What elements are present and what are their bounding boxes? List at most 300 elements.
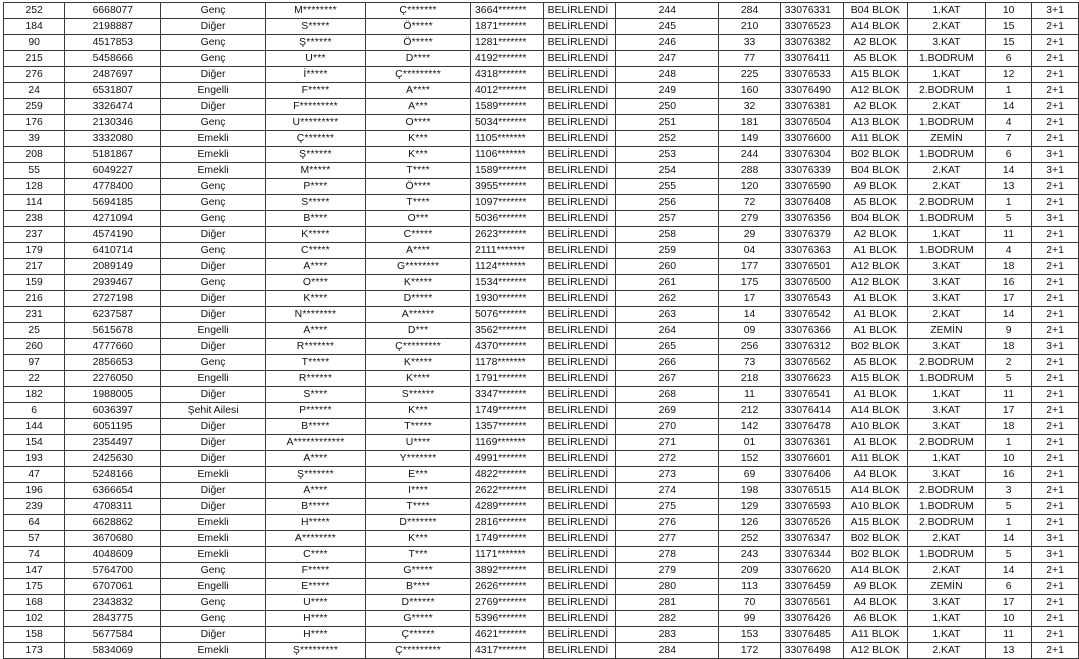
cell-durum: BELİRLENDİ bbox=[543, 403, 616, 419]
cell-konut-no: 69 bbox=[719, 467, 780, 483]
cell-soyad: O**** bbox=[366, 115, 471, 131]
cell-sira-no: 173 bbox=[4, 643, 65, 659]
cell-sira-no: 252 bbox=[4, 3, 65, 19]
cell-konut-kodu: 33076312 bbox=[780, 339, 843, 355]
cell-kapi-no: 15 bbox=[986, 35, 1032, 51]
cell-durum: BELİRLENDİ bbox=[543, 627, 616, 643]
cell-durum: BELİRLENDİ bbox=[543, 531, 616, 547]
cell-oda-sayisi: 2+1 bbox=[1032, 131, 1079, 147]
cell-konut-no: 160 bbox=[719, 83, 780, 99]
cell-blok: A2 BLOK bbox=[843, 35, 907, 51]
cell-soyad: A**** bbox=[366, 243, 471, 259]
cell-kapi-no: 18 bbox=[986, 339, 1032, 355]
cell-kura-sira: 250 bbox=[616, 99, 719, 115]
table-row bbox=[4, 323, 1079, 339]
cell-basvuru-no: 2425630 bbox=[65, 451, 161, 467]
cell-durum: BELİRLENDİ bbox=[543, 611, 616, 627]
cell-kat: 1.KAT bbox=[907, 67, 985, 83]
table-row bbox=[4, 275, 1079, 291]
cell-kat: 2.KAT bbox=[907, 19, 985, 35]
cell-konut-kodu: 33076562 bbox=[780, 355, 843, 371]
cell-kura-sira: 268 bbox=[616, 387, 719, 403]
cell-tc-kimlik: 1097******* bbox=[471, 195, 544, 211]
cell-ad: E***** bbox=[265, 579, 365, 595]
cell-oda-sayisi: 2+1 bbox=[1032, 67, 1079, 83]
cell-kat: 3.KAT bbox=[907, 467, 985, 483]
table-row bbox=[4, 195, 1079, 211]
cell-basvuru-no: 6366654 bbox=[65, 483, 161, 499]
cell-ad: B***** bbox=[265, 419, 365, 435]
cell-konut-no: 175 bbox=[719, 275, 780, 291]
cell-durum: BELİRLENDİ bbox=[543, 163, 616, 179]
table-row bbox=[4, 355, 1079, 371]
cell-soyad: D******* bbox=[366, 515, 471, 531]
cell-kura-sira: 279 bbox=[616, 563, 719, 579]
cell-konut-no: 77 bbox=[719, 51, 780, 67]
cell-konut-no: 244 bbox=[719, 147, 780, 163]
cell-konut-no: 288 bbox=[719, 163, 780, 179]
cell-soyad: G***** bbox=[366, 611, 471, 627]
cell-soyad: K*** bbox=[366, 403, 471, 419]
cell-soyad: K*** bbox=[366, 531, 471, 547]
cell-konut-kodu: 33076561 bbox=[780, 595, 843, 611]
cell-ad: S***** bbox=[265, 19, 365, 35]
cell-konut-kodu: 33076523 bbox=[780, 19, 843, 35]
cell-kat: 3.KAT bbox=[907, 595, 985, 611]
cell-durum: BELİRLENDİ bbox=[543, 195, 616, 211]
cell-tc-kimlik: 4822******* bbox=[471, 467, 544, 483]
cell-konut-kodu: 33076593 bbox=[780, 499, 843, 515]
cell-kat: 2.KAT bbox=[907, 643, 985, 659]
table-row bbox=[4, 179, 1079, 195]
cell-kat: 2.BODRUM bbox=[907, 483, 985, 499]
cell-soyad: T**** bbox=[366, 163, 471, 179]
cell-tc-kimlik: 1124******* bbox=[471, 259, 544, 275]
cell-kura-sira: 249 bbox=[616, 83, 719, 99]
cell-oda-sayisi: 3+1 bbox=[1032, 3, 1079, 19]
cell-kategori: Diğer bbox=[161, 307, 265, 323]
cell-kategori: Diğer bbox=[161, 499, 265, 515]
cell-blok: A12 BLOK bbox=[843, 275, 907, 291]
cell-blok: A12 BLOK bbox=[843, 83, 907, 99]
cell-soyad: K*** bbox=[366, 147, 471, 163]
cell-durum: BELİRLENDİ bbox=[543, 227, 616, 243]
cell-blok: A15 BLOK bbox=[843, 515, 907, 531]
cell-kapi-no: 5 bbox=[986, 211, 1032, 227]
cell-kapi-no: 1 bbox=[986, 83, 1032, 99]
cell-tc-kimlik: 1169******* bbox=[471, 435, 544, 451]
cell-kura-sira: 275 bbox=[616, 499, 719, 515]
cell-kura-sira: 248 bbox=[616, 67, 719, 83]
cell-konut-kodu: 33076459 bbox=[780, 579, 843, 595]
cell-kapi-no: 14 bbox=[986, 531, 1032, 547]
cell-blok: A1 BLOK bbox=[843, 323, 907, 339]
cell-soyad: G******** bbox=[366, 259, 471, 275]
cell-durum: BELİRLENDİ bbox=[543, 35, 616, 51]
cell-konut-no: 70 bbox=[719, 595, 780, 611]
cell-kura-sira: 263 bbox=[616, 307, 719, 323]
cell-kat: 2.KAT bbox=[907, 99, 985, 115]
cell-konut-no: 284 bbox=[719, 3, 780, 19]
cell-ad: A**** bbox=[265, 259, 365, 275]
cell-soyad: E*** bbox=[366, 467, 471, 483]
table-row bbox=[4, 147, 1079, 163]
cell-oda-sayisi: 2+1 bbox=[1032, 563, 1079, 579]
cell-konut-no: 17 bbox=[719, 291, 780, 307]
cell-kura-sira: 278 bbox=[616, 547, 719, 563]
cell-tc-kimlik: 1171******* bbox=[471, 547, 544, 563]
cell-kapi-no: 12 bbox=[986, 67, 1032, 83]
cell-tc-kimlik: 5396******* bbox=[471, 611, 544, 627]
cell-sira-no: 176 bbox=[4, 115, 65, 131]
cell-konut-no: 04 bbox=[719, 243, 780, 259]
cell-kat: 2.BODRUM bbox=[907, 83, 985, 99]
cell-sira-no: 184 bbox=[4, 19, 65, 35]
cell-sira-no: 182 bbox=[4, 387, 65, 403]
cell-kategori: Emekli bbox=[161, 163, 265, 179]
cell-konut-kodu: 33076500 bbox=[780, 275, 843, 291]
table-row bbox=[4, 403, 1079, 419]
cell-kat: 2.KAT bbox=[907, 163, 985, 179]
cell-kategori: Diğer bbox=[161, 451, 265, 467]
table-row bbox=[4, 115, 1079, 131]
cell-blok: A10 BLOK bbox=[843, 499, 907, 515]
table-row bbox=[4, 467, 1079, 483]
cell-durum: BELİRLENDİ bbox=[543, 643, 616, 659]
cell-ad: Ş****** bbox=[265, 35, 365, 51]
cell-durum: BELİRLENDİ bbox=[543, 323, 616, 339]
cell-basvuru-no: 2354497 bbox=[65, 435, 161, 451]
cell-oda-sayisi: 2+1 bbox=[1032, 627, 1079, 643]
cell-konut-kodu: 33076543 bbox=[780, 291, 843, 307]
cell-kat: 2.BODRUM bbox=[907, 435, 985, 451]
cell-durum: BELİRLENDİ bbox=[543, 563, 616, 579]
cell-tc-kimlik: 2769******* bbox=[471, 595, 544, 611]
cell-konut-kodu: 33076363 bbox=[780, 243, 843, 259]
cell-soyad: Ç****** bbox=[366, 627, 471, 643]
cell-blok: A14 BLOK bbox=[843, 19, 907, 35]
cell-durum: BELİRLENDİ bbox=[543, 483, 616, 499]
cell-durum: BELİRLENDİ bbox=[543, 579, 616, 595]
cell-konut-kodu: 33076623 bbox=[780, 371, 843, 387]
cell-kategori: Emekli bbox=[161, 643, 265, 659]
cell-oda-sayisi: 2+1 bbox=[1032, 83, 1079, 99]
cell-blok: A12 BLOK bbox=[843, 259, 907, 275]
table-row bbox=[4, 595, 1079, 611]
cell-konut-kodu: 33076366 bbox=[780, 323, 843, 339]
table-row bbox=[4, 483, 1079, 499]
cell-basvuru-no: 5694185 bbox=[65, 195, 161, 211]
cell-soyad: C***** bbox=[366, 227, 471, 243]
cell-tc-kimlik: 5034******* bbox=[471, 115, 544, 131]
cell-konut-no: 120 bbox=[719, 179, 780, 195]
cell-basvuru-no: 3670680 bbox=[65, 531, 161, 547]
cell-oda-sayisi: 2+1 bbox=[1032, 515, 1079, 531]
cell-kat: 1.BODRUM bbox=[907, 371, 985, 387]
table-row bbox=[4, 579, 1079, 595]
cell-sira-no: 147 bbox=[4, 563, 65, 579]
cell-kapi-no: 6 bbox=[986, 147, 1032, 163]
cell-konut-no: 172 bbox=[719, 643, 780, 659]
cell-oda-sayisi: 2+1 bbox=[1032, 35, 1079, 51]
cell-ad: M******** bbox=[265, 3, 365, 19]
cell-sira-no: 259 bbox=[4, 99, 65, 115]
cell-kura-sira: 253 bbox=[616, 147, 719, 163]
table-row bbox=[4, 371, 1079, 387]
cell-konut-no: 11 bbox=[719, 387, 780, 403]
cell-ad: A**** bbox=[265, 483, 365, 499]
cell-kat: 1.BODRUM bbox=[907, 499, 985, 515]
cell-kategori: Genç bbox=[161, 563, 265, 579]
cell-basvuru-no: 6049227 bbox=[65, 163, 161, 179]
cell-oda-sayisi: 2+1 bbox=[1032, 467, 1079, 483]
cell-konut-no: 198 bbox=[719, 483, 780, 499]
cell-kat: 3.KAT bbox=[907, 275, 985, 291]
cell-durum: BELİRLENDİ bbox=[543, 467, 616, 483]
cell-basvuru-no: 5181867 bbox=[65, 147, 161, 163]
cell-durum: BELİRLENDİ bbox=[543, 99, 616, 115]
cell-soyad: T***** bbox=[366, 419, 471, 435]
cell-ad: A**** bbox=[265, 451, 365, 467]
cell-tc-kimlik: 1749******* bbox=[471, 403, 544, 419]
cell-ad: K***** bbox=[265, 227, 365, 243]
cell-blok: A1 BLOK bbox=[843, 435, 907, 451]
cell-durum: BELİRLENDİ bbox=[543, 515, 616, 531]
table-row bbox=[4, 419, 1079, 435]
cell-tc-kimlik: 1105******* bbox=[471, 131, 544, 147]
cell-konut-no: 126 bbox=[719, 515, 780, 531]
cell-kat: 3.KAT bbox=[907, 339, 985, 355]
cell-kapi-no: 6 bbox=[986, 579, 1032, 595]
cell-kat: 1.KAT bbox=[907, 611, 985, 627]
cell-basvuru-no: 6707061 bbox=[65, 579, 161, 595]
cell-blok: A15 BLOK bbox=[843, 371, 907, 387]
cell-kura-sira: 274 bbox=[616, 483, 719, 499]
cell-konut-kodu: 33076331 bbox=[780, 3, 843, 19]
cell-konut-no: 256 bbox=[719, 339, 780, 355]
cell-durum: BELİRLENDİ bbox=[543, 131, 616, 147]
cell-soyad: Ö***** bbox=[366, 19, 471, 35]
cell-tc-kimlik: 1871******* bbox=[471, 19, 544, 35]
table-row bbox=[4, 227, 1079, 243]
cell-basvuru-no: 5248166 bbox=[65, 467, 161, 483]
cell-ad: B**** bbox=[265, 211, 365, 227]
cell-konut-kodu: 33076426 bbox=[780, 611, 843, 627]
cell-blok: A14 BLOK bbox=[843, 483, 907, 499]
results-document bbox=[3, 2, 1079, 659]
table-row bbox=[4, 515, 1079, 531]
table-body bbox=[4, 3, 1079, 659]
cell-kapi-no: 14 bbox=[986, 163, 1032, 179]
cell-blok: A5 BLOK bbox=[843, 355, 907, 371]
cell-soyad: K***** bbox=[366, 355, 471, 371]
cell-durum: BELİRLENDİ bbox=[543, 451, 616, 467]
cell-sira-no: 217 bbox=[4, 259, 65, 275]
cell-durum: BELİRLENDİ bbox=[543, 3, 616, 19]
cell-oda-sayisi: 3+1 bbox=[1032, 531, 1079, 547]
cell-oda-sayisi: 2+1 bbox=[1032, 323, 1079, 339]
cell-tc-kimlik: 1930******* bbox=[471, 291, 544, 307]
cell-kat: 1.KAT bbox=[907, 227, 985, 243]
cell-ad: H***** bbox=[265, 515, 365, 531]
allocation-table bbox=[3, 2, 1079, 659]
cell-tc-kimlik: 2111******* bbox=[471, 243, 544, 259]
cell-oda-sayisi: 2+1 bbox=[1032, 307, 1079, 323]
cell-kat: 2.KAT bbox=[907, 531, 985, 547]
cell-blok: B02 BLOK bbox=[843, 339, 907, 355]
cell-sira-no: 55 bbox=[4, 163, 65, 179]
table-row bbox=[4, 35, 1079, 51]
cell-kat: 2.KAT bbox=[907, 307, 985, 323]
cell-kategori: Emekli bbox=[161, 531, 265, 547]
cell-tc-kimlik: 2626******* bbox=[471, 579, 544, 595]
cell-konut-kodu: 33076620 bbox=[780, 563, 843, 579]
table-row bbox=[4, 451, 1079, 467]
cell-oda-sayisi: 2+1 bbox=[1032, 371, 1079, 387]
table-row bbox=[4, 387, 1079, 403]
cell-blok: A5 BLOK bbox=[843, 195, 907, 211]
cell-konut-no: 149 bbox=[719, 131, 780, 147]
cell-sira-no: 39 bbox=[4, 131, 65, 147]
cell-kat: 1.BODRUM bbox=[907, 115, 985, 131]
cell-sira-no: 260 bbox=[4, 339, 65, 355]
cell-sira-no: 208 bbox=[4, 147, 65, 163]
cell-basvuru-no: 2856653 bbox=[65, 355, 161, 371]
cell-soyad: D****** bbox=[366, 595, 471, 611]
cell-blok: A9 BLOK bbox=[843, 179, 907, 195]
cell-kura-sira: 244 bbox=[616, 3, 719, 19]
cell-soyad: D*** bbox=[366, 323, 471, 339]
cell-konut-no: 142 bbox=[719, 419, 780, 435]
cell-sira-no: 90 bbox=[4, 35, 65, 51]
cell-konut-kodu: 33076541 bbox=[780, 387, 843, 403]
cell-ad: F***** bbox=[265, 83, 365, 99]
cell-blok: A15 BLOK bbox=[843, 67, 907, 83]
cell-kapi-no: 16 bbox=[986, 275, 1032, 291]
cell-durum: BELİRLENDİ bbox=[543, 419, 616, 435]
cell-soyad: S****** bbox=[366, 387, 471, 403]
cell-kat: 3.KAT bbox=[907, 259, 985, 275]
cell-sira-no: 47 bbox=[4, 467, 65, 483]
cell-durum: BELİRLENDİ bbox=[543, 147, 616, 163]
cell-kapi-no: 3 bbox=[986, 483, 1032, 499]
cell-kat: 3.KAT bbox=[907, 35, 985, 51]
cell-konut-no: 09 bbox=[719, 323, 780, 339]
cell-konut-no: 99 bbox=[719, 611, 780, 627]
cell-kapi-no: 6 bbox=[986, 51, 1032, 67]
cell-kategori: Genç bbox=[161, 243, 265, 259]
cell-tc-kimlik: 4317******* bbox=[471, 643, 544, 659]
cell-blok: A11 BLOK bbox=[843, 627, 907, 643]
cell-kat: 1.BODRUM bbox=[907, 547, 985, 563]
cell-konut-kodu: 33076590 bbox=[780, 179, 843, 195]
cell-blok: A1 BLOK bbox=[843, 291, 907, 307]
cell-kategori: Emekli bbox=[161, 515, 265, 531]
cell-durum: BELİRLENDİ bbox=[543, 19, 616, 35]
table-row bbox=[4, 291, 1079, 307]
cell-konut-kodu: 33076515 bbox=[780, 483, 843, 499]
cell-kat: 1.KAT bbox=[907, 451, 985, 467]
cell-kapi-no: 5 bbox=[986, 499, 1032, 515]
cell-kat: 3.KAT bbox=[907, 291, 985, 307]
cell-oda-sayisi: 2+1 bbox=[1032, 99, 1079, 115]
cell-blok: B04 BLOK bbox=[843, 211, 907, 227]
cell-basvuru-no: 5677584 bbox=[65, 627, 161, 643]
cell-kategori: Genç bbox=[161, 611, 265, 627]
cell-kura-sira: 283 bbox=[616, 627, 719, 643]
cell-konut-no: 243 bbox=[719, 547, 780, 563]
cell-kat: ZEMİN bbox=[907, 579, 985, 595]
cell-tc-kimlik: 4192******* bbox=[471, 51, 544, 67]
cell-konut-no: 177 bbox=[719, 259, 780, 275]
cell-sira-no: 24 bbox=[4, 83, 65, 99]
table-row bbox=[4, 211, 1079, 227]
cell-ad: A******** bbox=[265, 531, 365, 547]
cell-sira-no: 168 bbox=[4, 595, 65, 611]
cell-kapi-no: 11 bbox=[986, 387, 1032, 403]
cell-konut-kodu: 33076601 bbox=[780, 451, 843, 467]
cell-blok: A1 BLOK bbox=[843, 387, 907, 403]
cell-blok: A4 BLOK bbox=[843, 467, 907, 483]
cell-tc-kimlik: 1357******* bbox=[471, 419, 544, 435]
cell-kura-sira: 277 bbox=[616, 531, 719, 547]
cell-kapi-no: 13 bbox=[986, 179, 1032, 195]
cell-tc-kimlik: 4318******* bbox=[471, 67, 544, 83]
cell-durum: BELİRLENDİ bbox=[543, 291, 616, 307]
cell-soyad: Ç********* bbox=[366, 643, 471, 659]
cell-oda-sayisi: 2+1 bbox=[1032, 595, 1079, 611]
cell-kura-sira: 257 bbox=[616, 211, 719, 227]
cell-soyad: K**** bbox=[366, 371, 471, 387]
cell-durum: BELİRLENDİ bbox=[543, 595, 616, 611]
cell-kapi-no: 14 bbox=[986, 307, 1032, 323]
cell-oda-sayisi: 3+1 bbox=[1032, 163, 1079, 179]
cell-basvuru-no: 6036397 bbox=[65, 403, 161, 419]
cell-ad: U**** bbox=[265, 595, 365, 611]
cell-sira-no: 74 bbox=[4, 547, 65, 563]
cell-kura-sira: 282 bbox=[616, 611, 719, 627]
cell-tc-kimlik: 1589******* bbox=[471, 163, 544, 179]
cell-basvuru-no: 2130346 bbox=[65, 115, 161, 131]
cell-konut-no: 212 bbox=[719, 403, 780, 419]
cell-tc-kimlik: 2623******* bbox=[471, 227, 544, 243]
cell-basvuru-no: 6668077 bbox=[65, 3, 161, 19]
cell-oda-sayisi: 2+1 bbox=[1032, 51, 1079, 67]
cell-ad: Ş****** bbox=[265, 147, 365, 163]
table-row bbox=[4, 643, 1079, 659]
cell-blok: A5 BLOK bbox=[843, 51, 907, 67]
cell-konut-kodu: 33076504 bbox=[780, 115, 843, 131]
cell-soyad: Ç********* bbox=[366, 339, 471, 355]
cell-kategori: Diğer bbox=[161, 259, 265, 275]
cell-kapi-no: 17 bbox=[986, 595, 1032, 611]
cell-basvuru-no: 3326474 bbox=[65, 99, 161, 115]
cell-durum: BELİRLENDİ bbox=[543, 339, 616, 355]
cell-kapi-no: 18 bbox=[986, 259, 1032, 275]
cell-kapi-no: 14 bbox=[986, 563, 1032, 579]
cell-soyad: Ö**** bbox=[366, 179, 471, 195]
cell-ad: U*** bbox=[265, 51, 365, 67]
cell-kapi-no: 13 bbox=[986, 643, 1032, 659]
cell-oda-sayisi: 3+1 bbox=[1032, 547, 1079, 563]
cell-soyad: D***** bbox=[366, 291, 471, 307]
cell-ad: H**** bbox=[265, 627, 365, 643]
cell-kapi-no: 1 bbox=[986, 195, 1032, 211]
cell-konut-no: 210 bbox=[719, 19, 780, 35]
cell-blok: A10 BLOK bbox=[843, 419, 907, 435]
cell-konut-kodu: 33076414 bbox=[780, 403, 843, 419]
cell-oda-sayisi: 2+1 bbox=[1032, 483, 1079, 499]
